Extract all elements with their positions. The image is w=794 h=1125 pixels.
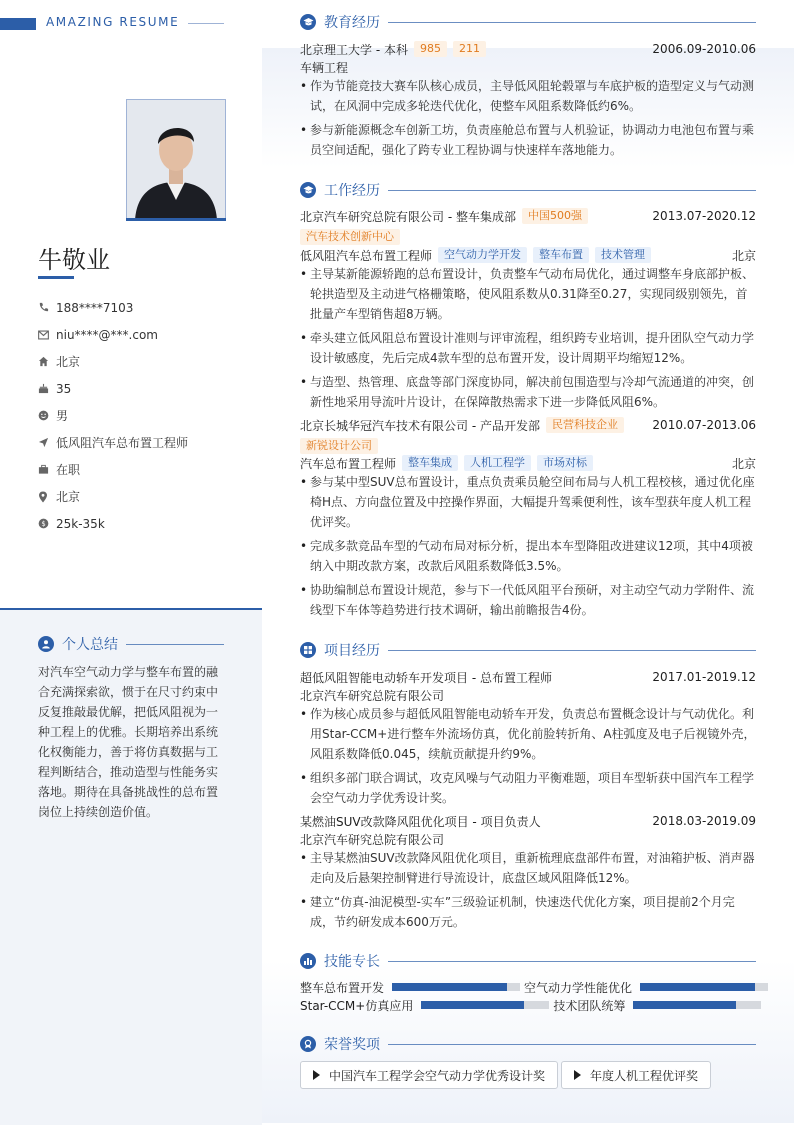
job-status: 在职 [56, 463, 81, 477]
status-row [38, 456, 248, 483]
list-item: • 作为节能竞技大赛车队核心成员，主导低风阻轮毂罩与车底护板的造型定义与气动测试，在风洞中完成多轮迭代优化，使整车风阻系数降低约6%。 [300, 76, 756, 116]
job-date: 2010.07-2013.06 [652, 418, 756, 432]
profile-photo [126, 99, 226, 221]
skill-tag: 市场对标 [537, 455, 593, 471]
projects-header [300, 640, 756, 660]
graduation-cap-icon [300, 14, 316, 30]
email-row [38, 321, 248, 348]
work-divider [388, 190, 756, 191]
summary-title: 个人总结 [62, 637, 118, 653]
mail-icon [38, 330, 56, 340]
dept-tag: 新锐设计公司 [300, 438, 378, 454]
skill-bar [633, 1001, 761, 1009]
education-row [300, 40, 756, 58]
company-name: 北京汽车研究总院有限公司 - 整车集成部 [300, 209, 516, 224]
summary-divider [126, 644, 224, 645]
salary-row [38, 510, 248, 537]
project-org-row [300, 830, 756, 848]
job-dept-row [300, 437, 756, 455]
work-header [300, 180, 756, 200]
target-row [38, 429, 248, 456]
job-city: 北京 [731, 248, 756, 263]
school-tag: 985 [414, 41, 447, 57]
school-name: 北京理工大学 - 本科 [300, 42, 408, 57]
home-icon [38, 356, 56, 367]
company-tag: 民营科技企业 [546, 417, 624, 433]
skill-bar-fill [633, 1001, 735, 1009]
skill-name: Star-CCM+仿真应用 [300, 998, 414, 1013]
project-date: 2018.03-2019.09 [652, 814, 756, 828]
skill-name: 整车总布置开发 [300, 980, 385, 995]
person-name: 牛敬业 [38, 246, 110, 274]
play-icon [313, 1070, 320, 1080]
award-name: 年度人机工程优评奖 [590, 1068, 699, 1083]
list-item: • 牵头建立低风阻总布置设计准则与评审流程，组织跨专业培训，提升团队空气动力学设计敏感度，先后完成4款车型的总布置开发，设计周期平均缩短12%。 [300, 328, 756, 368]
awards-divider [388, 1044, 756, 1045]
age: 35 [56, 381, 72, 396]
expected-salary: 25k-35k [56, 516, 105, 531]
city: 北京 [56, 355, 81, 369]
education-title: 教育经历 [324, 15, 380, 31]
phone-row [38, 294, 248, 321]
skills-title: 技能专长 [324, 954, 380, 970]
company-name: 北京长城华冠汽车技术有限公司 - 产品开发部 [300, 418, 540, 433]
skill-tag: 整车布置 [533, 247, 589, 263]
skill-name: 空气动力学性能优化 [524, 980, 633, 995]
skill-tag: 空气动力学开发 [438, 247, 527, 263]
job-city: 北京 [731, 456, 756, 471]
list-item: • 组织多部门联合调试，攻克风噪与气动阻力平衡难题，项目车型斩获中国汽车工程学会空气动力学优秀设计奖。 [300, 768, 756, 808]
target-position: 低风阻汽车总布置工程师 [56, 436, 189, 450]
project-org: 北京汽车研究总院有限公司 [300, 832, 445, 847]
skill-bar [421, 1001, 549, 1009]
skill-name: 技术团队统筹 [553, 998, 626, 1013]
list-item: • 建立“仿真-油泥模型-实车”三级验证机制，快速迭代优化方案，项目提前2个月完成，节约研发成本600万元。 [300, 892, 756, 932]
list-item: • 协助编制总布置设计规范，参与下一代低风阻平台预研，对主动空气动力学附件、流线型下车体等趋势进行技术调研，输出前瞻报告4份。 [300, 580, 756, 620]
list-item: • 参与某中型SUV总布置设计，重点负责乘员舱空间布局与人机工程校核，通过优化座椅H点、方向盘位置及中控操作界面，大幅提升驾乘便利性，该车型获年度人机工程优评奖。 [300, 472, 756, 532]
money-icon [38, 518, 56, 529]
awards-header [300, 1034, 756, 1054]
list-item: • 参与新能源概念车创新工坊，负责座舱总布置与人机验证，协调动力电池包布置与乘员空间适配，强化了跨专业工程协调与快速样车落地能力。 [300, 120, 756, 160]
list-item: • 主导某新能源轿跑的总布置设计，负责整车气动布局优化，通过调整车身底部护板、轮拱造型及主动进气格栅策略，使风阻系数从0.31降至0.27，实现同级别领先，首批量产车型销售超8万辆。 [300, 264, 756, 324]
job-role: 低风阻汽车总布置工程师 [300, 248, 433, 263]
cake-icon [38, 383, 56, 394]
project-org-row [300, 686, 756, 704]
skill-tag: 人机工程学 [464, 455, 531, 471]
project-row [300, 668, 756, 686]
email-address: niu****@***.com [56, 327, 158, 342]
bar-chart-icon [300, 953, 316, 969]
projects-title: 项目经历 [324, 643, 380, 659]
summary-header [38, 634, 224, 654]
skill-bar [392, 983, 520, 991]
brand-divider [188, 23, 224, 24]
brand-bar [0, 18, 36, 30]
job-company-row [300, 416, 756, 434]
gender: 男 [56, 409, 69, 423]
name-underline [38, 276, 74, 279]
company-tag: 中国500强 [522, 208, 588, 224]
job-bullets [300, 472, 756, 624]
city-row [38, 348, 248, 375]
skills-divider [388, 961, 756, 962]
job-role-row [300, 246, 756, 264]
project-date: 2017.01-2019.12 [652, 670, 756, 684]
award-item [561, 1061, 711, 1089]
projects-divider [388, 650, 756, 651]
skills-header [300, 951, 756, 971]
education-bullets [300, 76, 756, 164]
award-icon [300, 1036, 316, 1052]
project-name: 某燃油SUV改款降风阻优化项目 - 项目负责人 [300, 814, 541, 829]
photo-underline [126, 218, 226, 221]
education-date: 2006.09-2010.06 [652, 42, 756, 56]
job-dept-row [300, 228, 756, 246]
project-bullets [300, 704, 756, 812]
job-role-row [300, 454, 756, 472]
job-date: 2013.07-2020.12 [652, 209, 756, 223]
skill-tag: 技术管理 [595, 247, 651, 263]
project-bullets [300, 848, 756, 936]
awards-title: 荣誉奖项 [324, 1037, 380, 1053]
dept-tag: 汽车技术创新中心 [300, 229, 400, 245]
major-row [300, 58, 756, 76]
graduation-cap-icon [300, 182, 316, 198]
contact-info [38, 294, 248, 537]
skill-bar-fill [640, 983, 755, 991]
project-org: 北京汽车研究总院有限公司 [300, 688, 445, 703]
list-item: • 完成多款竞品车型的气动布局对标分析，提出本车型降阻改进建议12项，其中4项被纳入中期改款方案，改款后风阻系数降低3.5%。 [300, 536, 756, 576]
grid-icon [300, 642, 316, 658]
send-icon [38, 437, 56, 448]
play-icon [574, 1070, 581, 1080]
work-title: 工作经历 [324, 183, 380, 199]
summary-text: 对汽车空气动力学与整车布置的融合充满探索欲，惯于在尺寸约束中反复推敲最优解，把低风阻视为一种工程上的优雅。长期培养出系统化权衡能力，善于将仿真数据与工程判断结合，推动造型与性能务实落地。期待在具备挑战性的总布置岗位上持续创造价值。 [38, 665, 219, 819]
project-name: 超低风阻智能电动轿车开发项目 - 总布置工程师 [300, 670, 552, 685]
skill-bar-fill [392, 983, 507, 991]
briefcase-icon [38, 464, 56, 475]
education-divider [388, 22, 756, 23]
skill-bar [640, 983, 768, 991]
job-role: 汽车总布置工程师 [300, 456, 397, 471]
award-item [300, 1061, 558, 1089]
skills-row [300, 997, 770, 1013]
skill-bar-fill [421, 1001, 523, 1009]
phone-number: 188****7103 [56, 300, 134, 315]
major: 车辆工程 [300, 60, 349, 75]
gender-row [38, 402, 248, 429]
skills-row [300, 979, 770, 995]
person-icon [38, 636, 54, 652]
svg-text:$: $ [41, 519, 46, 528]
school-tag: 211 [453, 41, 486, 57]
phone-icon [38, 302, 56, 313]
expected-city-row [38, 483, 248, 510]
location-icon [38, 491, 56, 503]
award-name: 中国汽车工程学会空气动力学优秀设计奖 [329, 1068, 546, 1083]
list-item: • 与造型、热管理、底盘等部门深度协同，解决前包围造型与冷却气流通道的冲突，创新性地采用导流叶片设计，在保障散热需求下进一步降低风阻6%。 [300, 372, 756, 412]
list-item: • 作为核心成员参与超低风阻智能电动轿车开发，负责总布置概念设计与气动优化。利用Star-CCM+进行整车外流场仿真，优化前脸转折角、A柱弧度及电子后视镜外壳，风阻系数降低0.045，续航贡献提升约9%。 [300, 704, 756, 764]
brand-title: AMAZING RESUME [46, 15, 180, 29]
smile-icon [38, 410, 56, 421]
list-item: • 主导某燃油SUV改款降风阻优化项目，重新梳理底盘部件布置，对油箱护板、消声器走向及后悬架控制臂进行导流设计，底盘区域风阻降低12%。 [300, 848, 756, 888]
skill-tag: 整车集成 [402, 455, 458, 471]
education-header [300, 12, 756, 32]
age-row [38, 375, 248, 402]
job-bullets [300, 264, 756, 416]
expected-city: 北京 [56, 490, 81, 504]
job-company-row [300, 207, 756, 225]
project-row [300, 812, 756, 830]
